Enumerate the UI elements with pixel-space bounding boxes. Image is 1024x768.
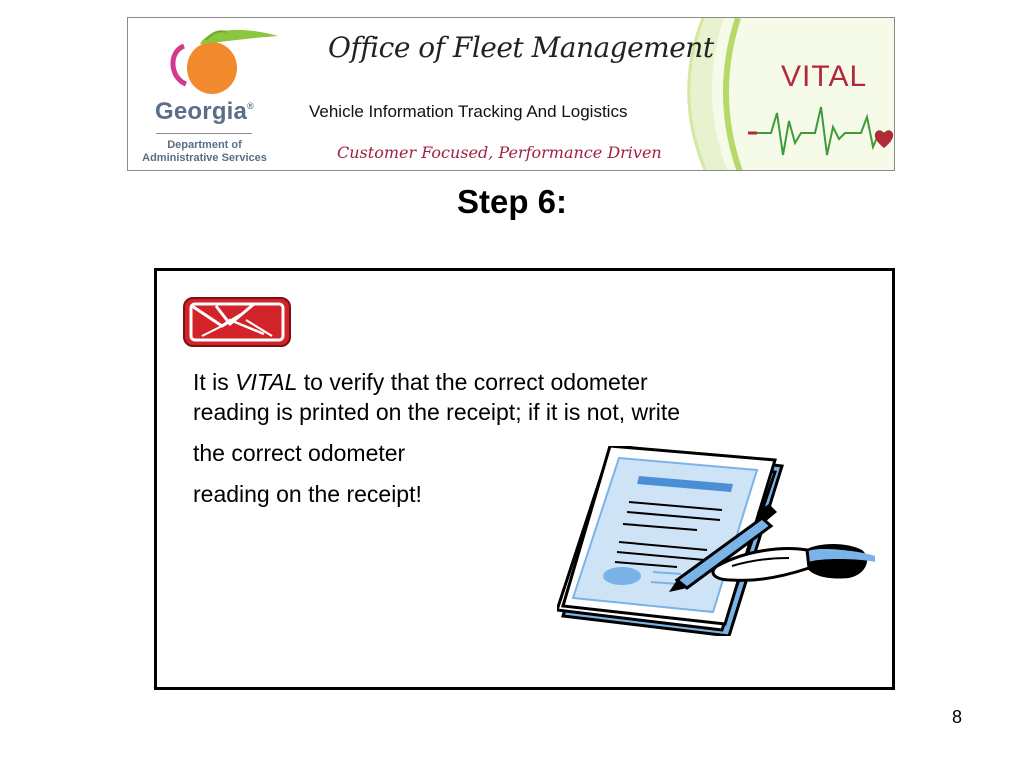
georgia-logo xyxy=(128,18,288,170)
heart-icon xyxy=(872,128,895,150)
georgia-wordmark: Georgia® xyxy=(155,98,254,125)
tagline: Customer Focused, Performance Driven xyxy=(337,143,662,162)
instruction-line-2: reading is printed on the receipt; if it is not, write xyxy=(193,399,681,425)
slide-title: Step 6: xyxy=(456,183,568,220)
content-box xyxy=(154,268,895,690)
logo-divider xyxy=(156,133,252,134)
office-title: Office of Fleet Management xyxy=(328,31,714,64)
page-number: 8 xyxy=(952,707,963,727)
instruction-line-1: It is VITAL to verify that the correct odometer xyxy=(193,369,648,395)
program-subtitle: Vehicle Information Tracking And Logistics xyxy=(309,102,628,121)
georgia-peach-logo-icon xyxy=(128,18,288,98)
department-name: Department of Administrative Services xyxy=(142,139,267,164)
instruction-line-3: the correct odometer xyxy=(193,440,406,466)
document-signing-clipart xyxy=(557,446,887,636)
vital-logo-text: VITAL xyxy=(781,60,868,93)
instruction-line-4: reading on the receipt! xyxy=(193,481,422,507)
envelope-check-icon xyxy=(182,296,292,348)
header-banner xyxy=(127,17,895,171)
vital-emphasis: VITAL xyxy=(235,369,298,395)
